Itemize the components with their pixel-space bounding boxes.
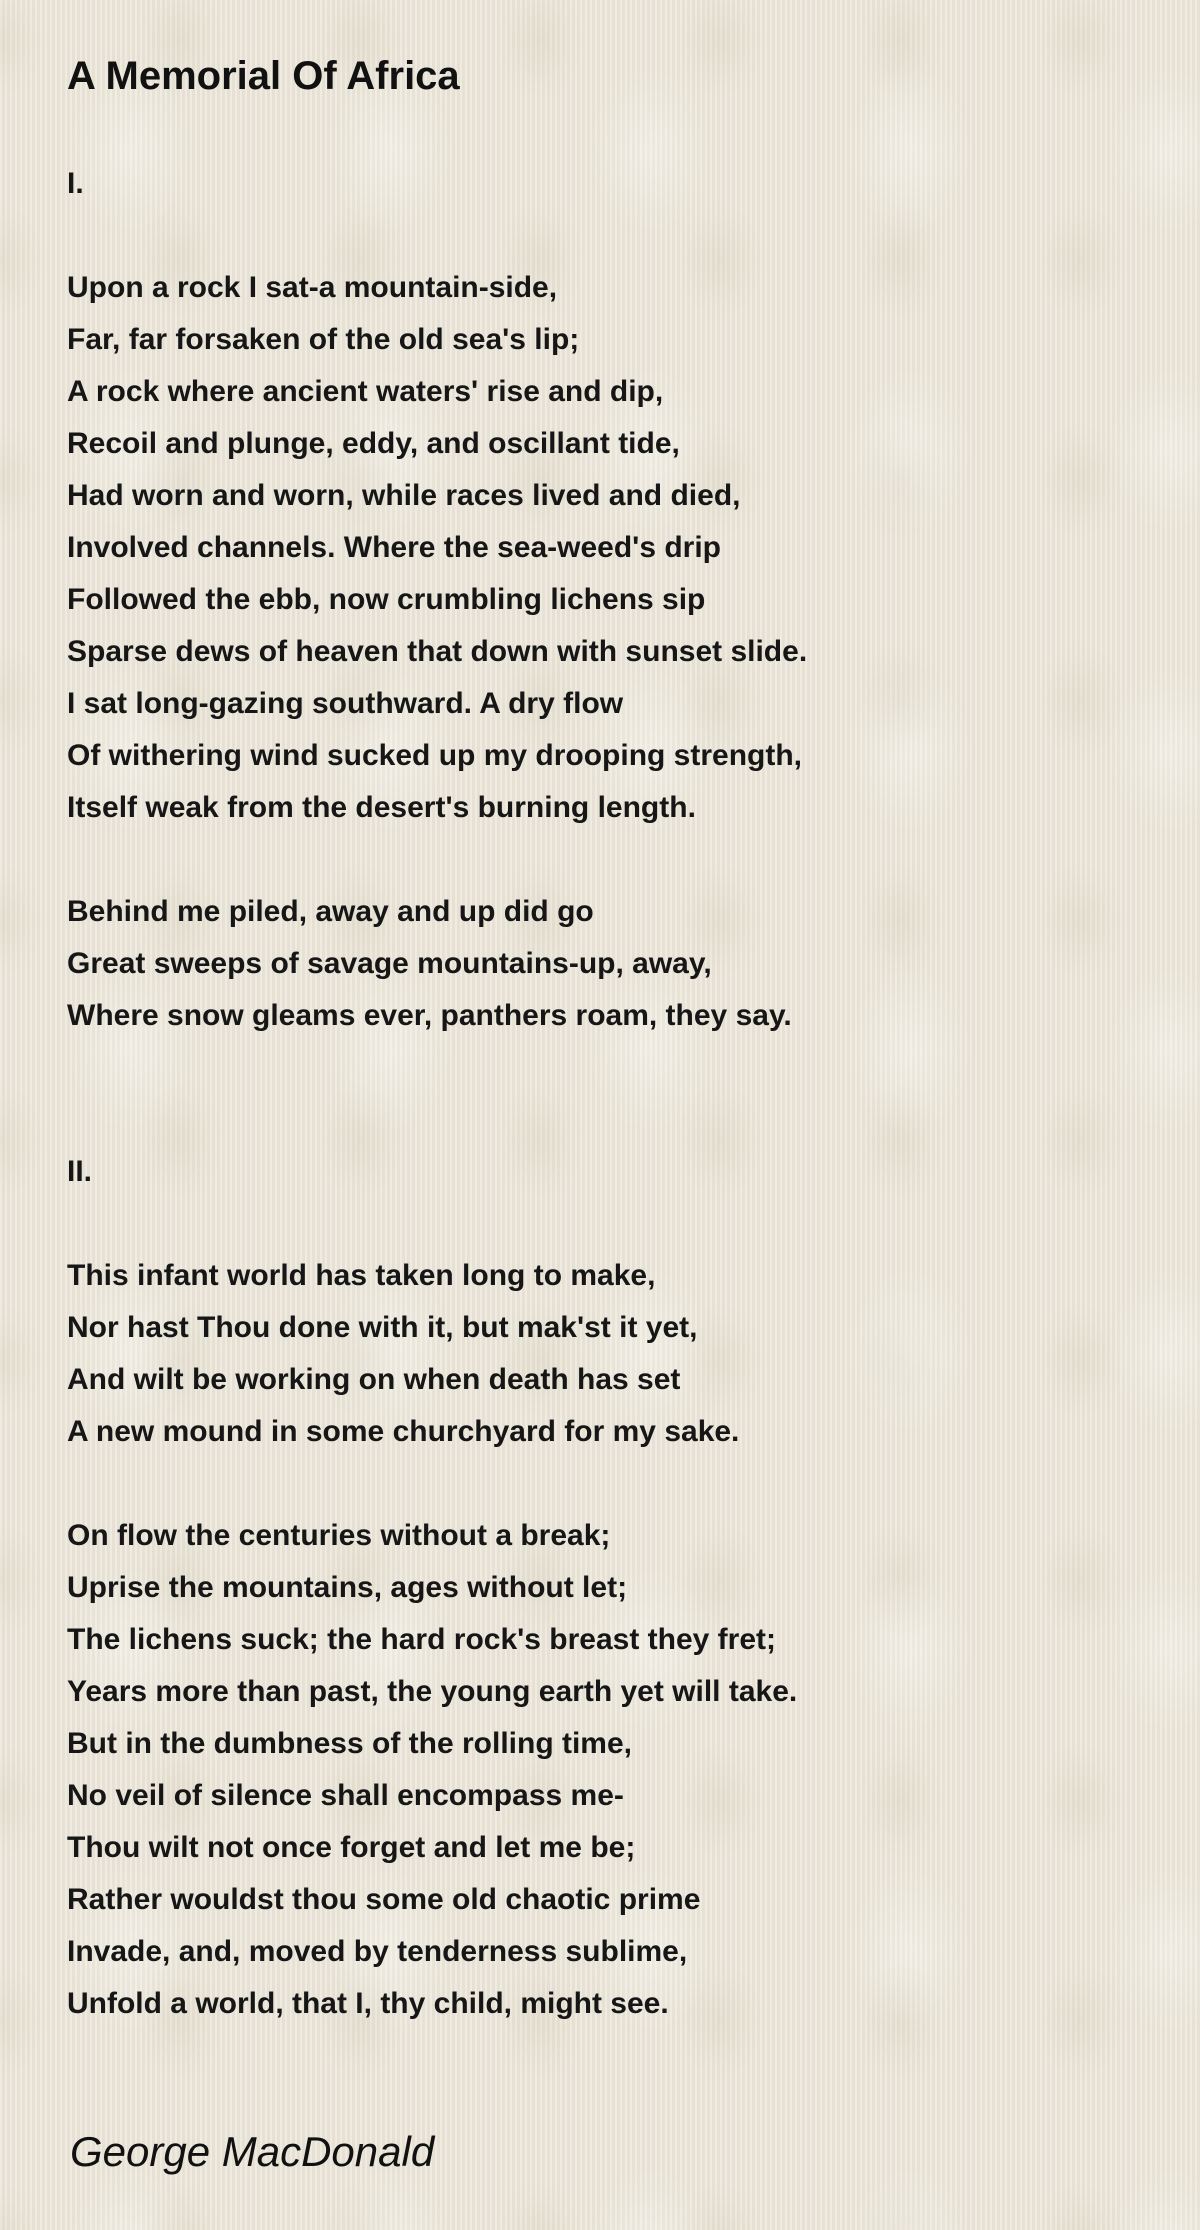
- poem-line: Behind me piled, away and up did go: [67, 895, 594, 928]
- poem-line: A rock where ancient waters' rise and dip,: [67, 375, 664, 408]
- poem-line: And wilt be working on when death has set: [67, 1363, 681, 1396]
- poem-line: Far, far forsaken of the old sea's lip;: [67, 323, 580, 356]
- poem-line: Sparse dews of heaven that down with sunset slide.: [67, 635, 808, 668]
- poem-author: George MacDonald: [70, 2128, 435, 2175]
- section-heading: II.: [67, 1155, 93, 1188]
- poem-line: This infant world has taken long to make,: [67, 1259, 656, 1292]
- poem-line: Invade, and, moved by tenderness sublime,: [67, 1935, 688, 1968]
- blank-line: [67, 1458, 1147, 1510]
- poem-line: The lichens suck; the hard rock's breast they fret;: [67, 1623, 777, 1656]
- poem-body: [67, 158, 1147, 2030]
- poem-line: On flow the centuries without a break;: [67, 1519, 611, 1552]
- poem-line: Involved channels. Where the sea-weed's drip: [67, 531, 721, 564]
- blank-line: [67, 834, 1147, 886]
- poem-line: Years more than past, the young earth yet will take.: [67, 1675, 798, 1708]
- poem-line: Where snow gleams ever, panthers roam, they say.: [67, 999, 792, 1032]
- poem-line: A new mound in some churchyard for my sake.: [67, 1415, 740, 1448]
- poem-title: A Memorial Of Africa: [67, 54, 460, 98]
- poem-line: But in the dumbness of the rolling time,: [67, 1727, 633, 1760]
- poem-line: No veil of silence shall encompass me-: [67, 1779, 624, 1812]
- poem-line: I sat long-gazing southward. A dry flow: [67, 687, 624, 720]
- blank-line: [67, 1198, 1147, 1250]
- poem-line: Unfold a world, that I, thy child, might see.: [67, 1987, 669, 2020]
- poem-line: Upon a rock I sat-a mountain-side,: [67, 271, 558, 304]
- poem-line: Rather wouldst thou some old chaotic prime: [67, 1883, 701, 1916]
- section-heading: I.: [67, 167, 84, 200]
- poem-line: Thou wilt not once forget and let me be;: [67, 1831, 636, 1864]
- blank-line: [67, 1042, 1147, 1094]
- poem-line: Had worn and worn, while races lived and died,: [67, 479, 741, 512]
- blank-line: [67, 210, 1147, 262]
- poem-line: Uprise the mountains, ages without let;: [67, 1571, 628, 1604]
- poem-line: Great sweeps of savage mountains-up, away,: [67, 947, 712, 980]
- poem-line: Recoil and plunge, eddy, and oscillant tide,: [67, 427, 680, 460]
- poem-line: Nor hast Thou done with it, but mak'st it yet,: [67, 1311, 698, 1344]
- poem-line: Of withering wind sucked up my drooping strength,: [67, 739, 803, 772]
- poem-line: Followed the ebb, now crumbling lichens sip: [67, 583, 706, 616]
- blank-line: [67, 1094, 1147, 1146]
- poem-container: [67, 44, 1147, 2030]
- poem-line: Itself weak from the desert's burning length.: [67, 791, 696, 824]
